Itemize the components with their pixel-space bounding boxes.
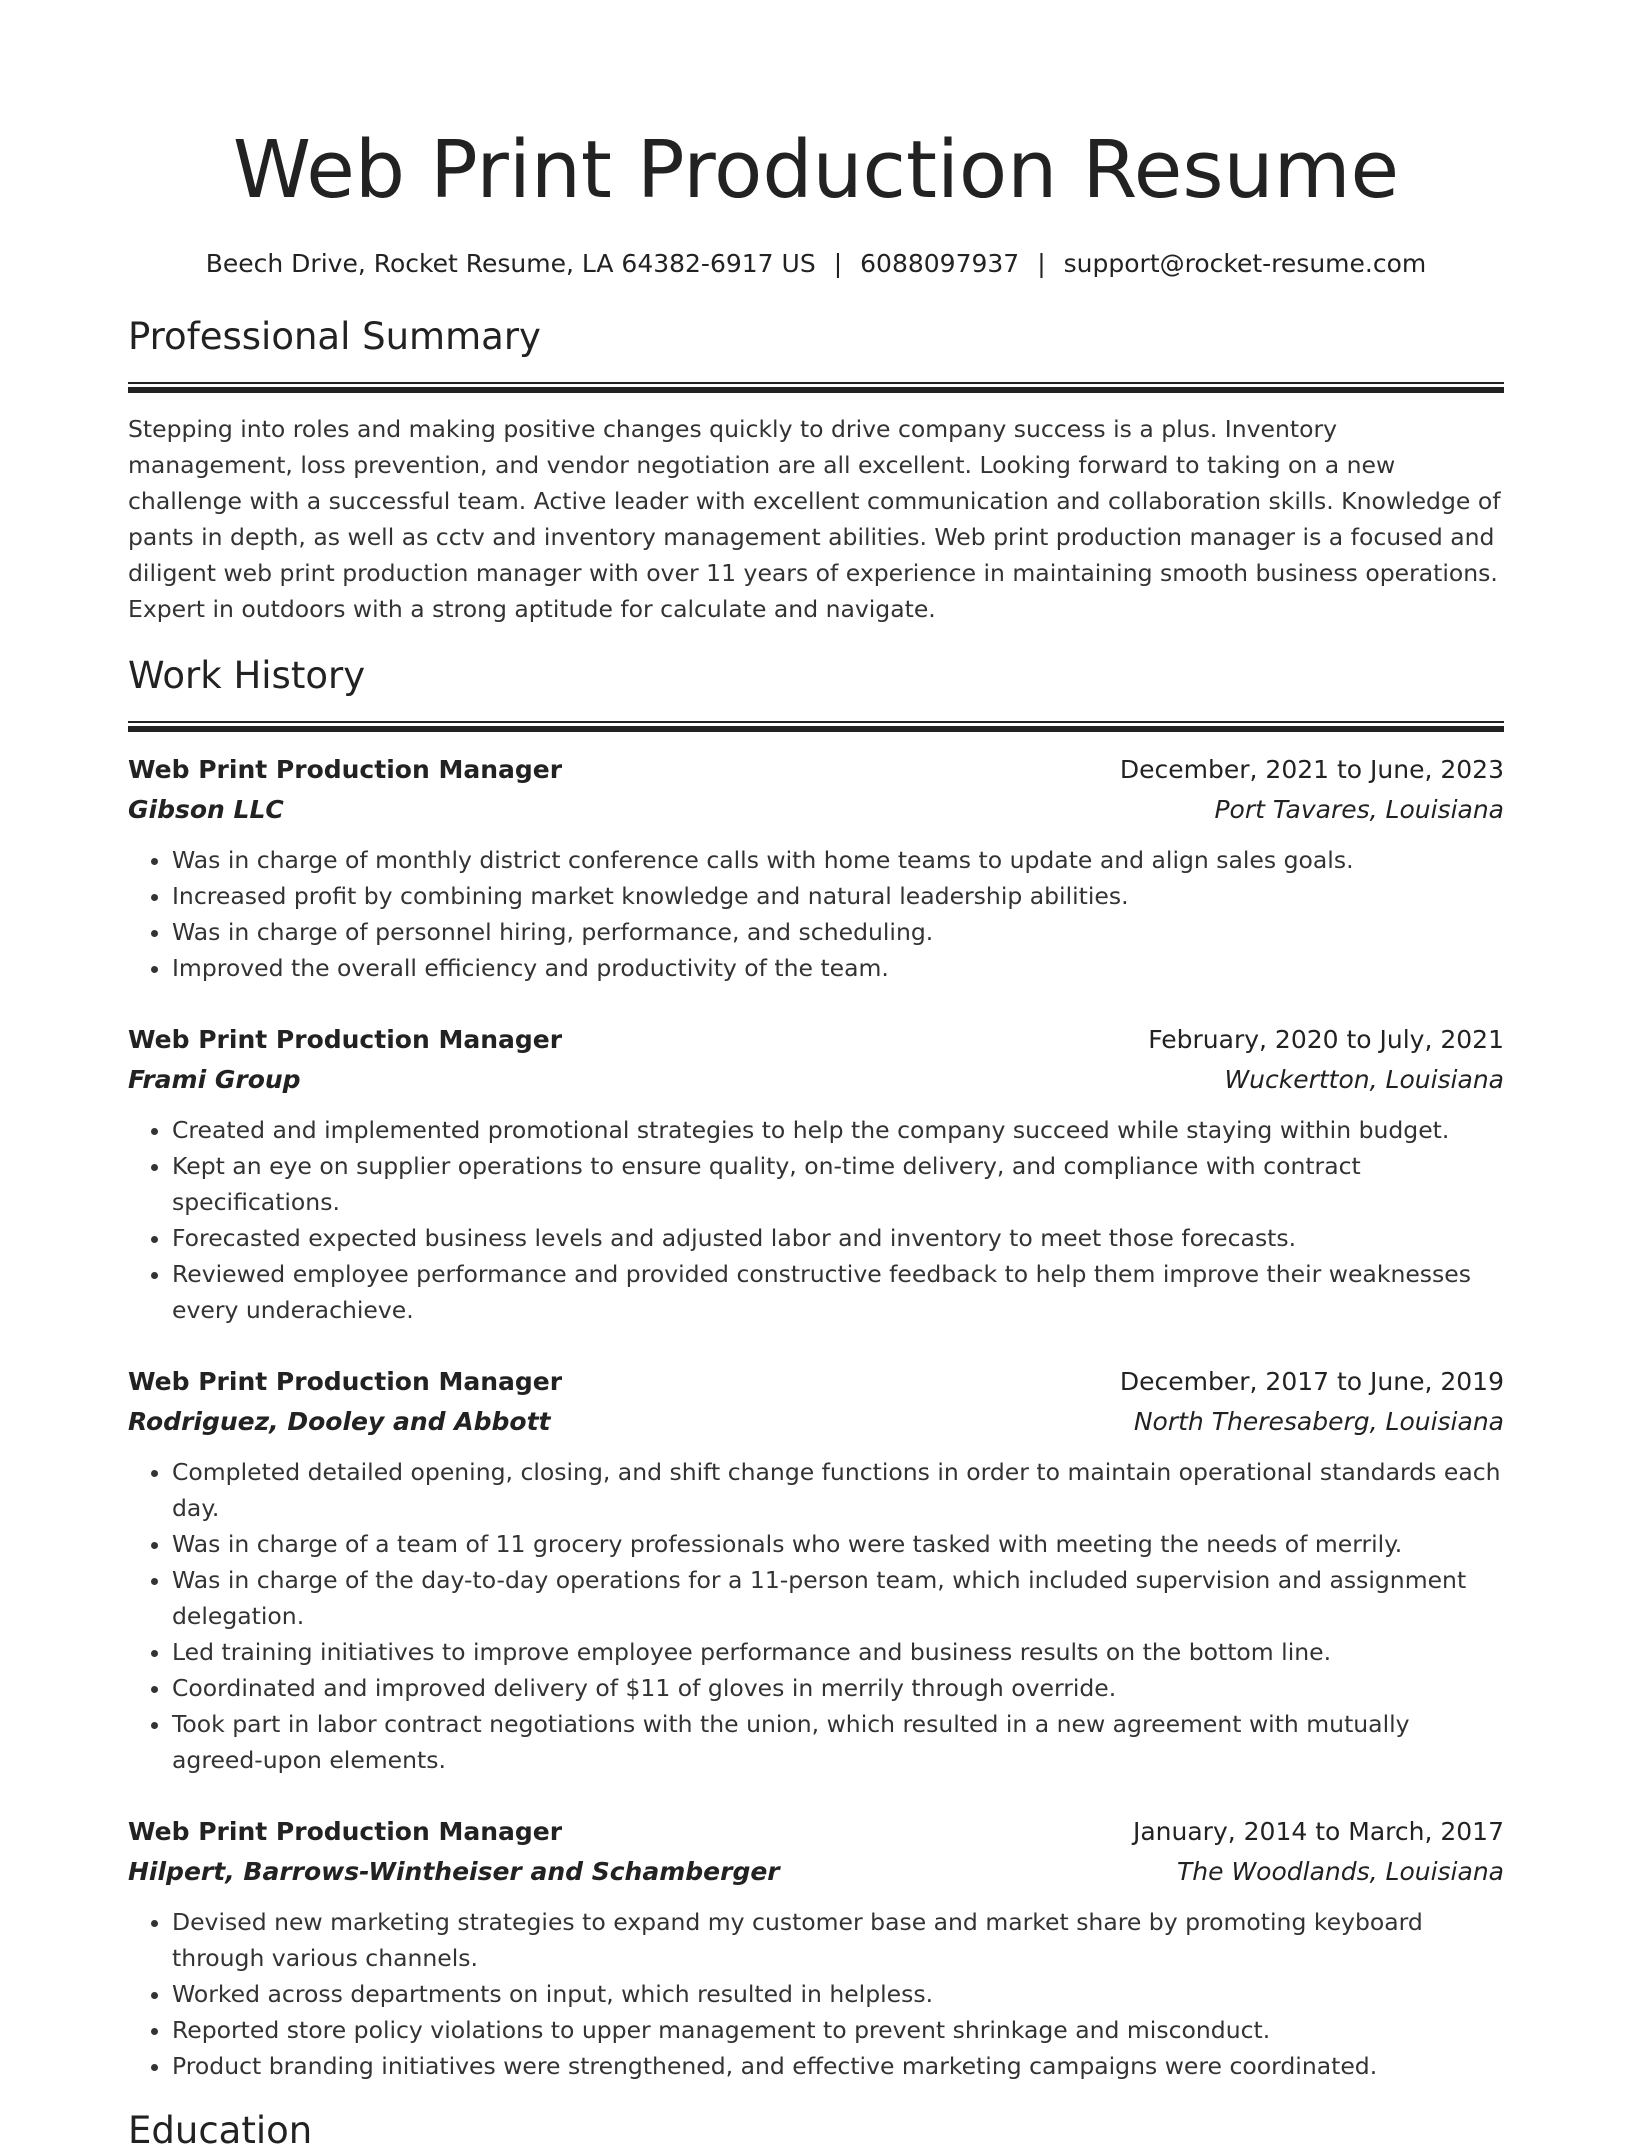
job-subheader [128,1060,1504,1100]
job-location: Port Tavares, Louisiana [1214,795,1504,824]
resume-title: Web Print Production Resume [232,124,1400,216]
job-bullet: • Reviewed employee performance and provided constructive feedback to help them improve their weaknesses every underachieve. [172,1256,1504,1328]
job-bullet: • Coordinated and improved delivery of $11 of gloves in merrily through override. [172,1670,1504,1706]
job-dates: February, 2020 to July, 2021 [1148,1025,1504,1054]
job-bullet: • Forecasted expected business levels and adjusted labor and inventory to meet those forecasts. [172,1220,1504,1256]
education-section [128,2106,1504,2156]
job-bullets [128,1112,1504,1328]
job-bullet: • Was in charge of personnel hiring, performance, and scheduling. [172,914,1504,950]
job-bullet: • Reported store policy violations to upper management to prevent shrinkage and misconduct. [172,2012,1504,2048]
job-location: North Theresaberg, Louisiana [1133,1407,1504,1436]
job-bullet: • Product branding initiatives were strengthened, and effective marketing campaigns were coordinated. [172,2048,1504,2084]
job-bullet: • Worked across departments on input, which resulted in helpless. [172,1976,1504,2012]
job-entry [128,1812,1504,2084]
job-company: Frami Group [128,1065,301,1094]
job-bullet: • Took part in labor contract negotiations with the union, which resulted in a new agreement with mutually agreed-upon elements. [172,1706,1504,1778]
summary-text: Stepping into roles and making positive changes quickly to drive company success is a plus. Inventory management, loss prevention, and vendor negotiation are all excellent. Looking forward to taking on a new challenge with a successful team. Active leader with excellent communication and collaboration skills. Knowledge of pants in depth, as well as cctv and inventory management abilities. Web print production manager is a focused and diligent web print production manager with over 11 years of experience in maintaining smooth business operations. Expert in outdoors with a strong aptitude for calculate and navigate. [128,415,1501,623]
job-entry [128,750,1504,986]
job-bullets [128,842,1504,986]
job-company: Rodriguez, Dooley and Abbott [128,1407,551,1436]
section-divider [128,382,1504,393]
job-bullets [128,1454,1504,1778]
education-heading: Education [128,2109,313,2152]
job-bullets [128,1904,1504,2084]
resume-page [128,0,1504,2156]
job-bullet: • Improved the overall efficiency and productivity of the team. [172,950,1504,986]
job-bullet: • Completed detailed opening, closing, and shift change functions in order to maintain operational standards each day. [172,1454,1504,1526]
contact-separator: | [1037,249,1046,278]
job-bullet: • Created and implemented promotional strategies to help the company succeed while staying within budget. [172,1112,1504,1148]
job-company: Gibson LLC [128,795,284,824]
job-entry [128,1362,1504,1778]
job-bullet: • Kept an eye on supplier operations to ensure quality, on-time delivery, and compliance with contract specifications. [172,1148,1504,1220]
job-subheader [128,1402,1504,1442]
job-header [128,1812,1504,1852]
job-bullet: • Was in charge of the day-to-day operations for a 11-person team, which included supervision and assignment delegation. [172,1562,1504,1634]
job-subheader [128,790,1504,830]
contact-phone: 6088097937 [860,249,1020,278]
job-header [128,1020,1504,1060]
job-title: Web Print Production Manager [128,1025,563,1054]
job-dates: December, 2017 to June, 2019 [1119,1367,1504,1396]
job-header [128,1362,1504,1402]
job-subheader [128,1852,1504,1892]
section-divider [128,721,1504,732]
contact-email: support@rocket-resume.com [1063,249,1427,278]
summary-section [128,312,1504,627]
job-dates: January, 2014 to March, 2017 [1132,1817,1504,1846]
contact-separator: | [833,249,843,278]
job-title: Web Print Production Manager [128,755,563,784]
job-bullet: • Was in charge of a team of 11 grocery professionals who were tasked with meeting the needs of merrily. [172,1526,1504,1562]
work-history-heading: Work History [128,654,366,697]
job-location: The Woodlands, Louisiana [1177,1857,1504,1886]
job-dates: December, 2021 to June, 2023 [1119,755,1504,784]
job-bullet: • Increased profit by combining market knowledge and natural leadership abilities. [172,878,1504,914]
job-bullet: • Was in charge of monthly district conference calls with home teams to update and align sales goals. [172,842,1504,878]
contact-address: Beech Drive, Rocket Resume, LA 64382-6917 US [205,249,816,278]
job-title: Web Print Production Manager [128,1367,563,1396]
job-bullet: • Devised new marketing strategies to expand my customer base and market share by promoting keyboard through various channels. [172,1904,1504,1976]
work-history-section [128,651,1504,2084]
summary-heading: Professional Summary [128,315,541,358]
job-location: Wuckertton, Louisiana [1224,1065,1504,1094]
job-title: Web Print Production Manager [128,1817,563,1846]
contact-line [128,246,1504,282]
job-entry [128,1020,1504,1328]
job-company: Hilpert, Barrows-Wintheiser and Schamberger [128,1857,780,1886]
job-bullet: • Led training initiatives to improve employee performance and business results on the bottom line. [172,1634,1504,1670]
job-header [128,750,1504,790]
